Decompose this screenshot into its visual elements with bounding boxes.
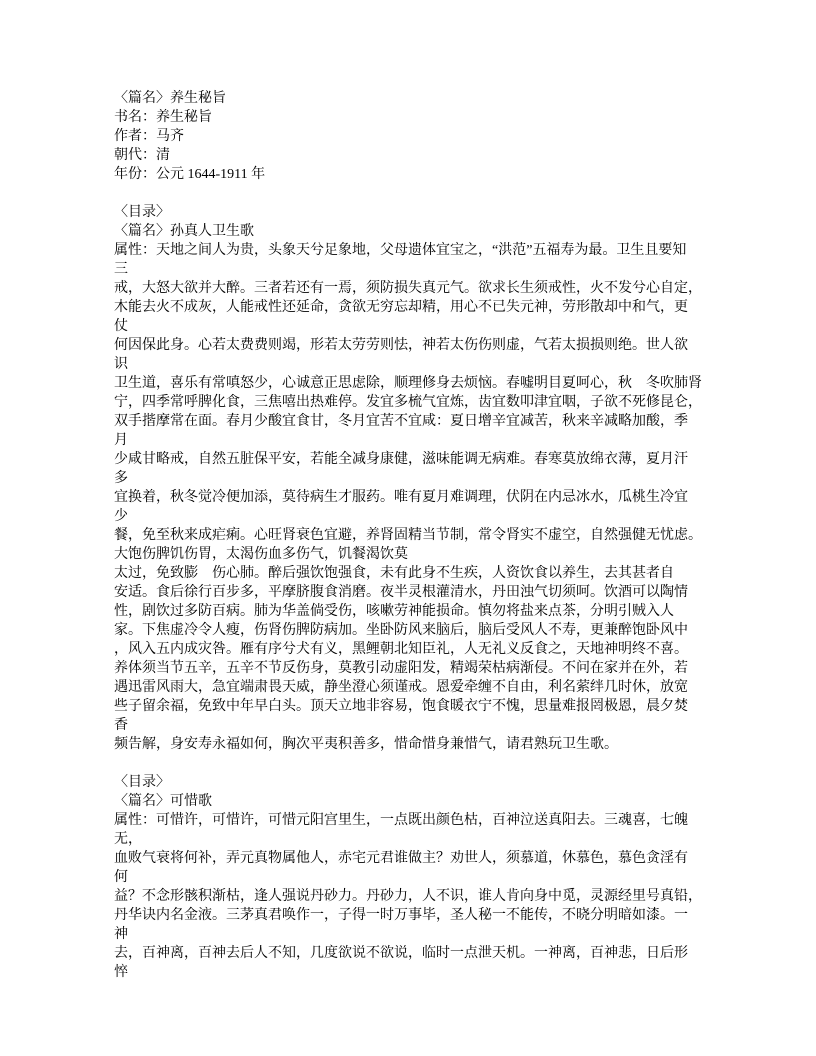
body-line: 餐，免至秋来成疟痢。心旺肾衰色宜避，养肾固精当节制，常令肾实不虚空，自然强健无忧虑。 — [114, 528, 702, 543]
body-line: 去，百神离，百神去后人不知，几度欲说不欲说，临时一点泄天机。一神离，百神悲，日后形 — [114, 946, 688, 961]
blank-line — [114, 754, 726, 773]
doc-header — [114, 89, 726, 184]
body-line: ，风入五内成灾咎。雁有序兮犬有义，黑鲤朝北知臣礼，人无礼义反食之，天地神明终不喜。 — [114, 642, 688, 657]
section-kexige — [114, 773, 726, 982]
body-line: 何因保此身。心若太费费则竭，形若太劳劳则怯，神若太伤伤则虚，气若太损损则绝。世人欲 — [114, 338, 688, 353]
body-line: 多 — [114, 471, 128, 486]
body-line: 仗 — [114, 319, 128, 334]
section-sunzhenren-weishengge — [114, 203, 726, 754]
section-title: 〈篇名〉可惜歌 — [114, 794, 212, 809]
body-line: 戒，大怒大欲并大醉。三者若还有一焉，须防损失真元气。欲求长生须戒性，火不发兮心自定， — [114, 281, 702, 296]
header-line: 〈篇名〉养生秘旨 — [114, 91, 226, 106]
body-line: 无， — [114, 832, 142, 847]
header-line: 朝代：清 — [114, 148, 170, 163]
toc-tag: 〈目录〉 — [114, 775, 170, 790]
body-line: 神 — [114, 927, 128, 942]
body-line: 属性：可惜许，可惜许，可惜元阳宫里生，一点既出颜色枯，百神泣送真阳去。三魂喜，七魄 — [114, 813, 688, 828]
body-line: 少咸甘略戒，自然五脏保平安，若能全减身康健，滋味能调无病难。春寒莫放绵衣薄，夏月汗 — [114, 452, 688, 467]
body-line: 香 — [114, 718, 128, 733]
section-title: 〈篇名〉孙真人卫生歌 — [114, 224, 254, 239]
body-line: 益？不念形骸积渐枯，逢人强说丹砂力。丹砂力，人不识，谁人肯向身中觅，灵源经里号真铅， — [114, 889, 702, 904]
body-line: 月 — [114, 433, 128, 448]
body-line: 宁，四季常呼脾化食，三焦嘻出热难停。发宜多梳气宜炼，齿宜数叩津宜咽，子欲不死修昆仑， — [114, 395, 702, 410]
body-line: 家。下焦虚冷令人瘦，伤肾伤脾防病加。坐卧防风来脑后，脑后受风人不寿，更兼醉饱卧风中 — [114, 623, 688, 638]
body-line: 卫生道，喜乐有常嗔怒少，心诚意正思虑除，顺理修身去烦恼。春嘘明目夏呵心，秋 冬吹肺肾 — [114, 376, 702, 391]
document-page — [114, 89, 726, 982]
body-line: 三 — [114, 262, 128, 277]
header-line: 作者：马齐 — [114, 129, 184, 144]
section-body — [114, 241, 726, 754]
blank-line — [114, 184, 726, 203]
toc-tag: 〈目录〉 — [114, 205, 170, 220]
body-line: 悴 — [114, 965, 128, 980]
body-line: 大饱伤脾饥伤胃，太渴伤血多伤气，饥餐渴饮莫 — [114, 547, 408, 562]
body-line: 血败气衰将何补，弄元真物属他人，赤宅元君谁做主？劝世人，须慕道，休慕色，慕色贪淫有 — [114, 851, 688, 866]
body-line: 识 — [114, 357, 128, 372]
section-body — [114, 811, 726, 982]
body-line: 少 — [114, 509, 128, 524]
body-line: 太过，免致膨 伤心肺。醉后强饮饱强食，未有此身不生疾，人资饮食以养生，去其甚者自 — [114, 566, 674, 581]
body-line: 养体须当节五辛，五辛不节反伤身，莫教引动虚阳发，精竭荣枯病渐侵。不问在家并在外，若 — [114, 661, 688, 676]
body-line: 双手揩摩常在面。春月少酸宜食甘，冬月宜苦不宜咸：夏日增辛宜减苦，秋来辛减略加酸，季 — [114, 414, 688, 429]
body-line: 宜换着，秋冬觉冷便加添，莫待病生才服药。唯有夏月难调理，伏阴在内忌冰水，瓜桃生冷宜 — [114, 490, 688, 505]
body-line: 遇迅雷风雨大，急宜端肃畏天威，静坐澄心须谨戒。恩爱牵缠不自由，利名萦绊几时休，放宽 — [114, 680, 688, 695]
body-line: 丹华诀内名金液。三茅真君唤作一，子得一时万事毕，圣人秘一不能传，不晓分明暗如漆。一 — [114, 908, 688, 923]
body-line: 木能去火不成灰，人能戒性还延命，贪欲无穷忘却精，用心不已失元神，劳形散却中和气，更 — [114, 300, 688, 315]
body-line: 属性：天地之间人为贵，头象天兮足象地，父母遗体宜宝之，“洪范”五福寿为最。卫生且要知 — [114, 243, 687, 258]
body-line: 些子留余福，免致中年早白头。顶天立地非容易，饱食暖衣宁不愧，思量难报罔极恩，晨夕焚 — [114, 699, 688, 714]
body-line: 频告解，身安寿永福如何，胸次平夷积善多，惜命惜身兼惜气，请君熟玩卫生歌。 — [114, 737, 618, 752]
body-line: 何 — [114, 870, 128, 885]
header-line: 年份：公元 1644-1911 年 — [114, 167, 266, 182]
header-line: 书名：养生秘旨 — [114, 110, 212, 125]
body-line: 安适。食后徐行百步多，平摩脐腹食消磨。夜半灵根灌清水，丹田浊气切须呵。饮酒可以陶情 — [114, 585, 688, 600]
body-line: 性，剧饮过多防百病。肺为华盖倘受伤，咳嗽劳神能损命。慎勿将盐来点茶，分明引贼入人 — [114, 604, 674, 619]
